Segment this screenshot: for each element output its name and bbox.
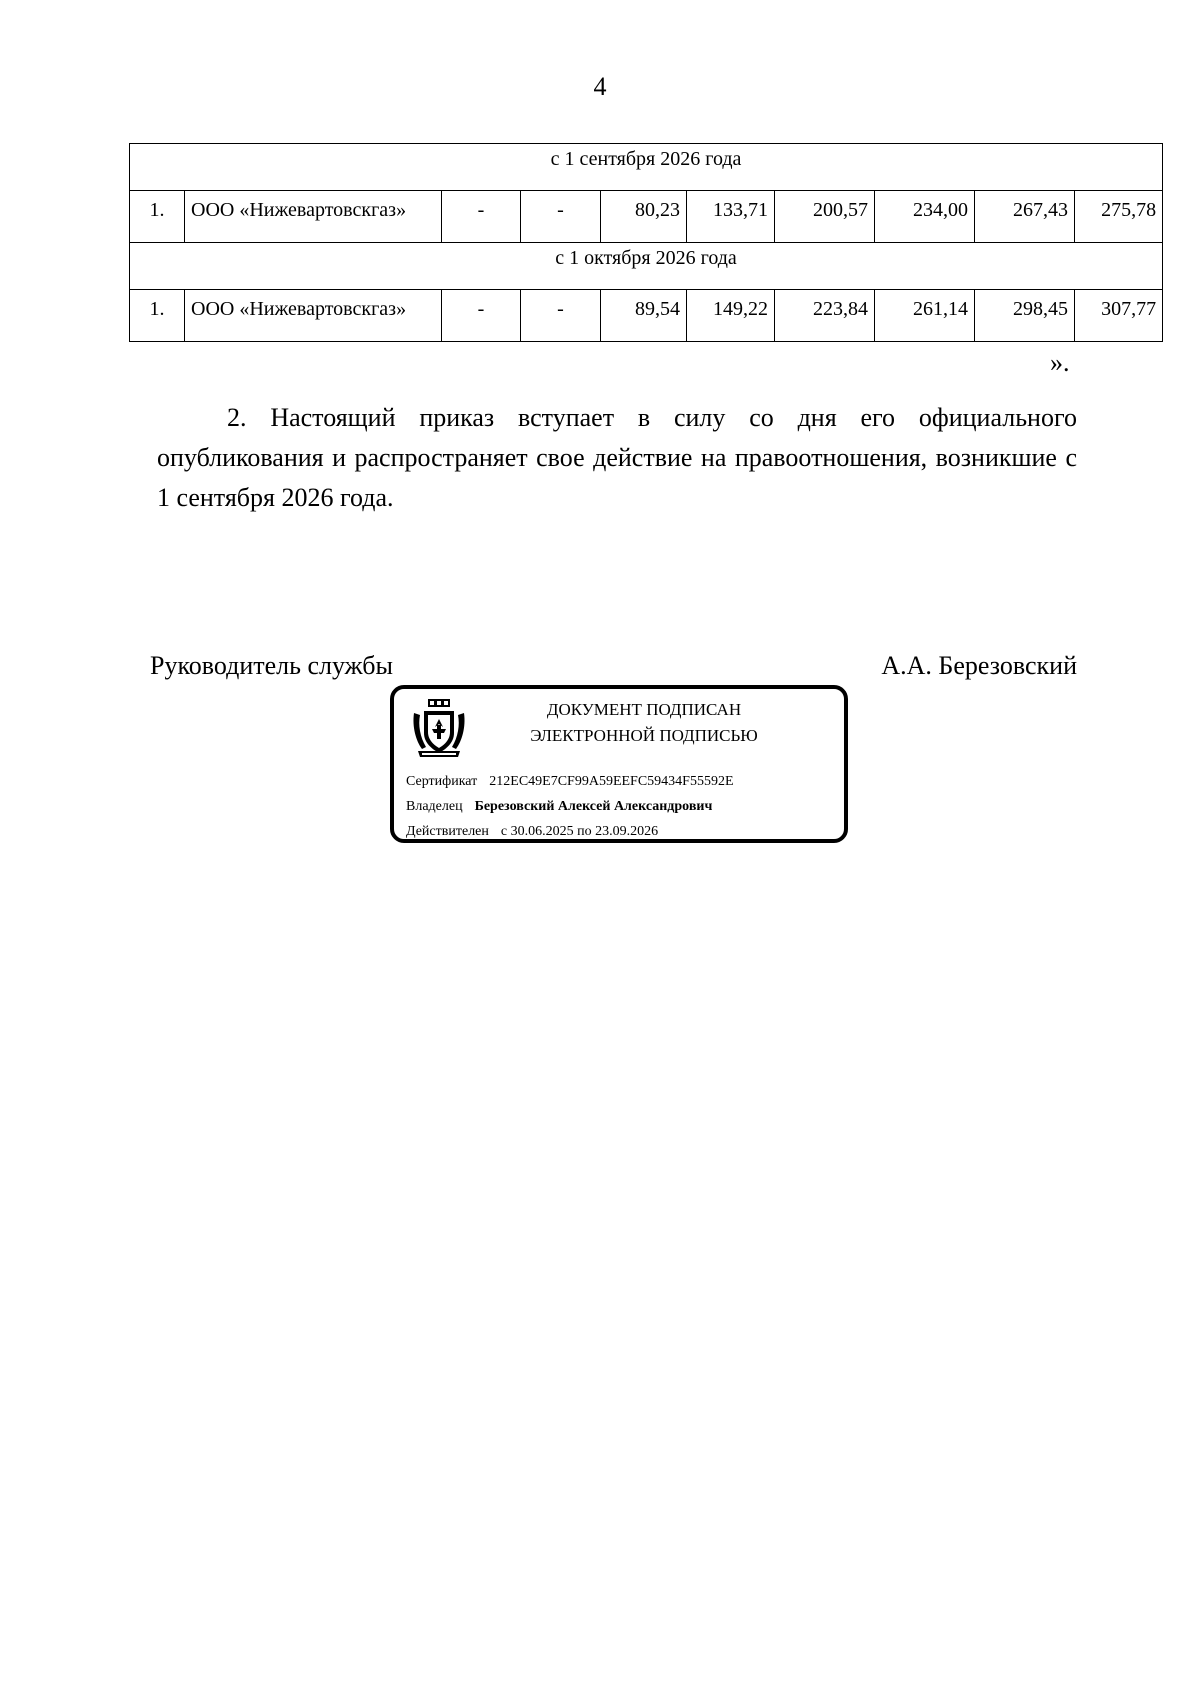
table-cell: - [442,290,521,342]
table-row [130,290,1163,342]
owner-label: Владелец [406,799,463,814]
coat-of-arms-icon [408,697,470,759]
table-cell: 267,43 [975,191,1075,243]
organization-name: ООО «Нижевартовскгаз» [185,191,442,243]
page-number: 4 [593,72,607,101]
validity-row [406,819,734,844]
table-cell: 261,14 [875,290,975,342]
period-row [130,144,1163,191]
table-cell: 200,57 [775,191,875,243]
certificate-row [406,769,734,794]
certificate-label: Сертификат [406,774,478,789]
table-row [130,191,1163,243]
stamp-heading [494,697,794,749]
order-paragraph: 2. Настоящий приказ вступает в силу со дня его официального опубликования и распространяет свое действие на правоотношения, возникшие с 1 сентября 2026 года. [157,403,1077,512]
table-cell: 133,71 [687,191,775,243]
closing-quote: ». [1050,348,1070,377]
stamp-heading-line2: ЭЛЕКТРОННОЙ ПОДПИСЬЮ [530,726,758,745]
table-cell: 149,22 [687,290,775,342]
table-cell: - [442,191,521,243]
owner-value: Березовский Алексей Александрович [474,799,713,814]
owner-row [406,794,734,819]
period-label: с 1 сентября 2026 года [130,144,1163,191]
period-row [130,243,1163,290]
validity-value: с 30.06.2025 по 23.09.2026 [500,824,659,839]
period-label: с 1 октября 2026 года [130,243,1163,290]
signatory-name: А.А. Березовский [881,651,1077,680]
certificate-value: 212EC49E7CF99A59EEFC59434F55592E [489,774,734,789]
row-number: 1. [130,191,185,243]
table-cell: 80,23 [601,191,687,243]
row-number: 1. [130,290,185,342]
table-cell: 89,54 [601,290,687,342]
organization-name: ООО «Нижевартовскгаз» [185,290,442,342]
electronic-signature-stamp [390,685,848,843]
signatory-title: Руководитель службы [150,651,393,680]
table-cell: 298,45 [975,290,1075,342]
table-cell: 223,84 [775,290,875,342]
stamp-heading-line1: ДОКУМЕНТ ПОДПИСАН [546,700,742,719]
tariff-table [129,143,1163,342]
table-cell: 275,78 [1075,191,1163,243]
table-cell: 234,00 [875,191,975,243]
validity-label: Действителен [406,824,489,839]
stamp-details [406,769,734,844]
table-cell: - [521,191,601,243]
table-cell: 307,77 [1075,290,1163,342]
table-cell: - [521,290,601,342]
